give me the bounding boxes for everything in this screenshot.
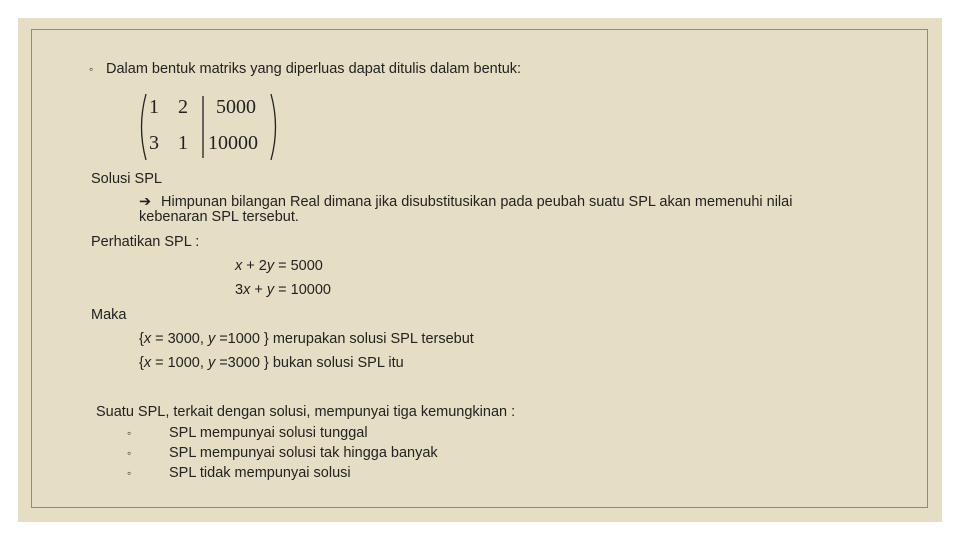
equation-2: 3x + y = 10000 — [235, 282, 331, 298]
list-item: SPL tidak mempunyai solusi — [169, 465, 351, 481]
kemungkinan-intro: Suatu SPL, terkait dengan solusi, mempunyai tiga kemungkinan : — [96, 404, 516, 420]
augmented-matrix — [136, 92, 281, 162]
perhatikan-label: Perhatikan SPL : — [91, 234, 200, 250]
list-bullet: ◦ — [127, 466, 132, 480]
list-bullet: ◦ — [127, 446, 132, 460]
solusi-definition-cont: kebenaran SPL tersebut. — [139, 209, 299, 225]
matrix-cell: 10000 — [208, 132, 258, 154]
solusi-heading: Solusi SPL — [91, 171, 162, 187]
solution-line: {x = 3000, y =1000 } merupakan solusi SPL tersebut — [139, 331, 474, 347]
maka-label: Maka — [91, 307, 127, 323]
arrow-icon: ➔ — [139, 194, 152, 210]
non-solution-line: {x = 1000, y =3000 } bukan solusi SPL itu — [139, 355, 404, 371]
matrix-cell: 2 — [178, 96, 188, 118]
list-item: SPL mempunyai solusi tunggal — [169, 425, 368, 441]
matrix-cell: 1 — [178, 132, 188, 154]
intro-bullet: ◦ — [89, 62, 94, 76]
list-bullet: ◦ — [127, 426, 132, 440]
list-item: SPL mempunyai solusi tak hingga banyak — [169, 445, 438, 461]
equation-1: x + 2y = 5000 — [235, 258, 323, 274]
matrix-cell: 1 — [149, 96, 159, 118]
matrix-cell: 5000 — [216, 96, 256, 118]
solusi-definition: Himpunan bilangan Real dimana jika disubstitusikan pada peubah suatu SPL akan memenuhi nilai — [161, 194, 793, 210]
matrix-cell: 3 — [149, 132, 159, 154]
intro-text: Dalam bentuk matriks yang diperluas dapat ditulis dalam bentuk: — [106, 61, 522, 77]
